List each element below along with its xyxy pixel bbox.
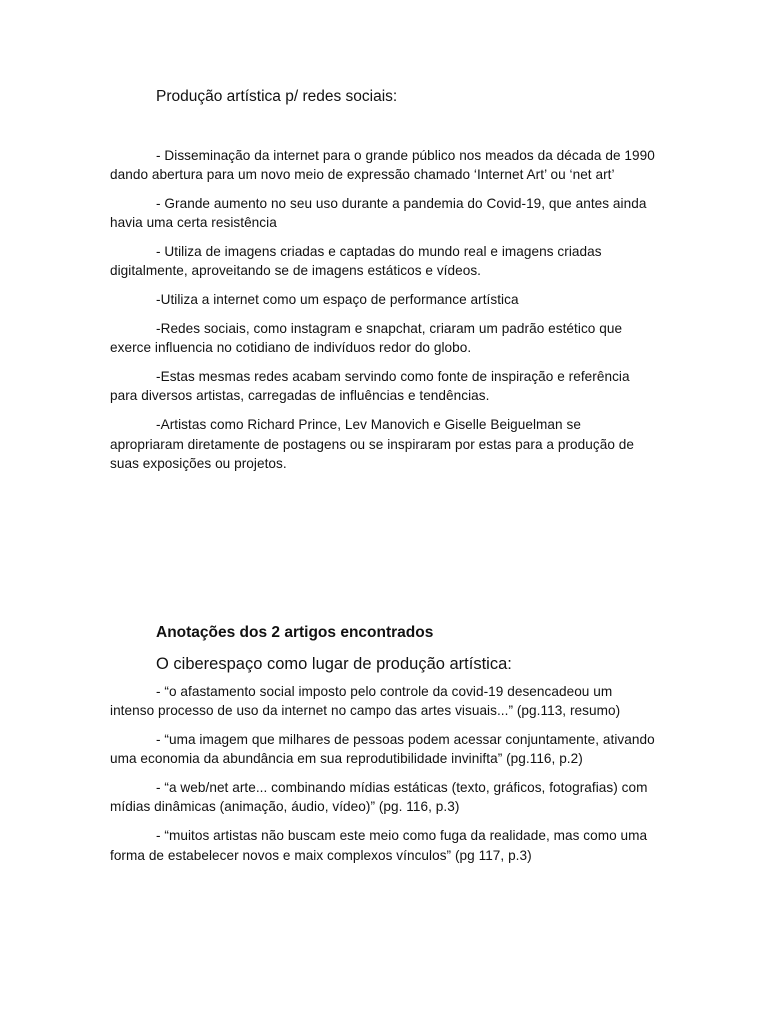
quote-list [110, 682, 658, 865]
section-heading: Anotações dos 2 artigos encontrados [156, 624, 434, 641]
spacer [110, 108, 658, 146]
quote-paragraph: - “uma imagem que milhares de pessoas podem acessar conjuntamente, ativando uma economia da abundância em sua reprodutibilidade invinifta” (pg.116, p.2) [110, 732, 655, 767]
section-heading: Produção artística p/ redes sociais: [156, 88, 398, 105]
bullet-paragraph: -Estas mesmas redes acabam servindo como fonte de inspiração e referência para diversos artistas, carregadas de influências e tendências. [110, 369, 630, 404]
bullet-paragraph: -Utiliza a internet como um espaço de performance artística [156, 292, 519, 308]
quote-paragraph: - “o afastamento social imposto pelo controle da covid-19 desencadeou um intenso processo de uso da internet no campo das artes visuais...” (pg.113, resumo) [110, 684, 621, 719]
bullet-paragraph: -Artistas como Richard Prince, Lev Manovich e Giselle Beiguelman se apropriaram diretamente de postagens ou se inspiraram por estas para a produção de suas exposições ou projetos. [110, 417, 634, 471]
section-subheading: O ciberespaço como lugar de produção artística: [156, 655, 512, 673]
quote-paragraph: - “muitos artistas não buscam este meio como fuga da realidade, mas como uma forma de estabelecer novos e maix complexos vínculos” (pg 117, p.3) [110, 828, 648, 863]
bullet-paragraph: - Disseminação da internet para o grande público nos meados da década de 1990 dando abertura para um novo meio de expressão chamado ‘Internet Art’ ou ‘net art’ [110, 148, 655, 183]
bullet-paragraph: -Redes sociais, como instagram e snapchat, criaram um padrão estético que exerce influencia no cotidiano de indivíduos redor do globo. [110, 321, 623, 356]
section-social-media-art [110, 86, 658, 483]
quote-paragraph: - “a web/net arte... combinando mídias estáticas (texto, gráficos, fotografias) com mídias dinâmicas (animação, áudio, vídeo)” (pg. 116, p.3) [110, 780, 648, 815]
bullet-paragraph: - Grande aumento no seu uso durante a pandemia do Covid-19, que antes ainda havia uma certa resistência [110, 196, 647, 231]
bullet-paragraph: - Utiliza de imagens criadas e captadas do mundo real e imagens criadas digitalmente, aproveitando se de imagens estáticos e vídeos. [110, 244, 602, 279]
section-article-notes [110, 622, 658, 874]
